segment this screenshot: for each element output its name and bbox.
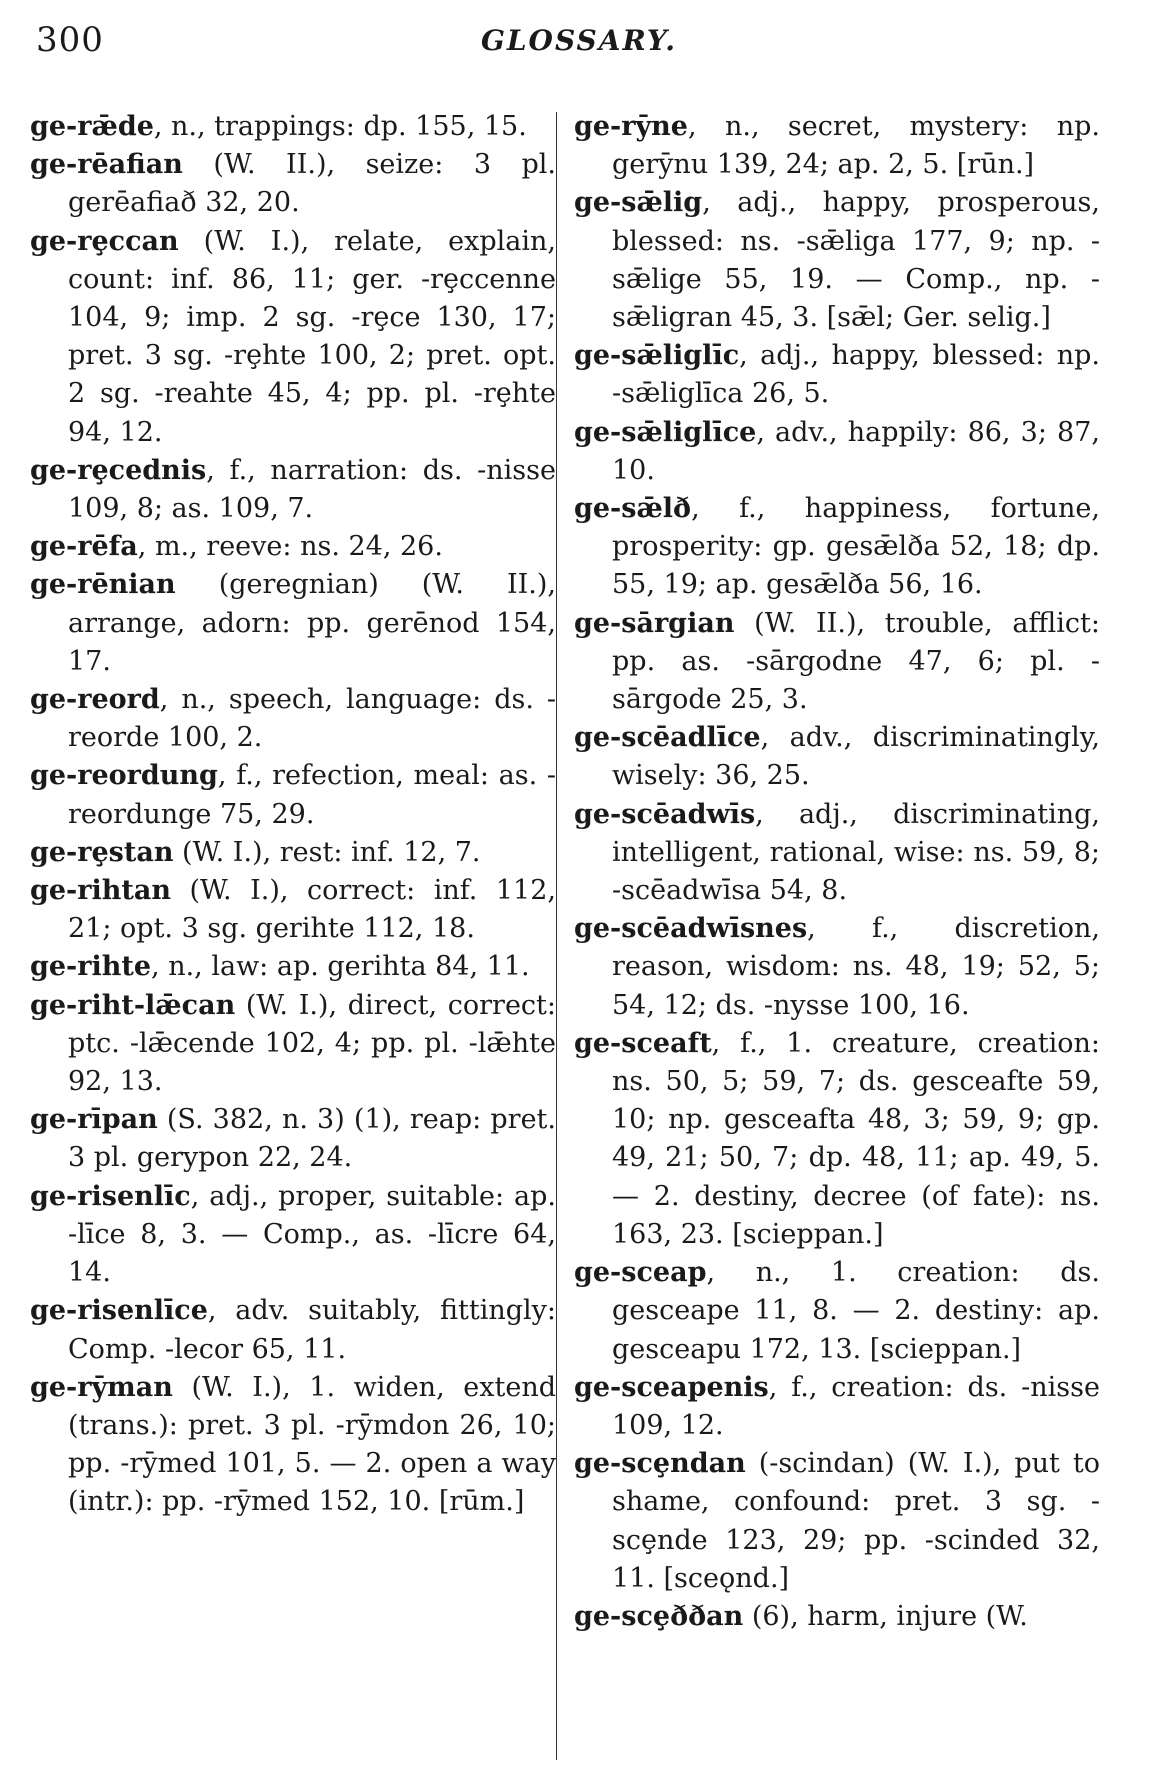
entry-definition: (W. I.), 1. widen, extend (trans.): pret. 3 pl. -rȳmdon 26, 10; pp. -rȳmed 101, 5. — 2. open a way (intr.): pp. -rȳmed 152, 10. [rūm.] (68, 1371, 556, 1518)
glossary-entry (574, 605, 1100, 720)
entry-headword: ge-scēadwīsnes (574, 913, 808, 945)
entry-headword: ge-risenlīce (30, 1295, 208, 1327)
entry-headword: ge-rīpan (30, 1104, 158, 1136)
glossary-entry (30, 948, 556, 986)
running-title: GLOSSARY. (480, 24, 678, 57)
entry-definition: , f., discretion, reason, wisdom: ns. 48, 19; 52, 5; 54, 12; ds. -nysse 100, 16. (612, 913, 1100, 1021)
entry-definition: (W. I.), correct: inf. 112, 21; opt. 3 sg. gerihte 112, 18. (68, 875, 556, 945)
entry-definition: (W. II.), trouble, afflict: pp. as. -sārgodne 47, 6; pl. -sārgode 25, 3. (612, 607, 1100, 716)
entry-definition: (W. I.), relate, explain, count: inf. 86, 11; ger. -rȩccenne 104, 9; imp. 2 sg. -rȩce 130, 17; pret. 3 sg. -rȩhte 100, 2; pret. opt. 2 sg. -reahte 45, 4; pp. pl. -rȩhte 94, 12. (68, 225, 556, 448)
glossary-entry (574, 1445, 1100, 1598)
entry-definition: , adv. suitably, fittingly: Comp. -lecor 65, 11. (68, 1295, 556, 1365)
entry-headword: ge-rȳne (574, 111, 688, 142)
glossary-entry (574, 1369, 1100, 1445)
glossary-entry (30, 108, 556, 146)
entry-headword: ge-sceap (574, 1257, 707, 1289)
entry-definition: , n., law: ap. gerihta 84, 11. (151, 951, 530, 983)
glossary-entry (574, 337, 1100, 413)
entry-definition: , f., creation: ds. -nisse 109, 12. (612, 1371, 1100, 1441)
glossary-entry (30, 1292, 556, 1368)
glossary-entry (574, 910, 1100, 1025)
entry-headword: ge-sceapenis (574, 1371, 769, 1403)
entry-headword: ge-sǣlig (574, 187, 703, 219)
glossary-column-right (574, 108, 1100, 1636)
glossary-entry (30, 1369, 556, 1522)
entry-headword: ge-rȩccan (30, 225, 179, 257)
glossary-entry (574, 414, 1100, 490)
glossary-entry (30, 452, 556, 528)
entry-headword: ge-reord (30, 684, 160, 716)
entry-definition: (S. 382, n. 3) (1), reap: pret. 3 pl. gerypon 22, 24. (68, 1104, 556, 1174)
glossary-entry (30, 528, 556, 566)
entry-definition: (geregnian) (W. II.), arrange, adorn: pp. gerēnod 154, 17. (68, 569, 556, 677)
entry-headword: ge-rēfa (30, 531, 138, 563)
glossary-entry (30, 987, 556, 1102)
entry-headword: ge-sārgian (574, 607, 735, 639)
entry-definition: , f., refection, meal: as. -reordunge 75, 29. (68, 760, 556, 830)
entry-headword: ge-riht-lǣcan (30, 989, 236, 1021)
entry-headword: ge-sǣliglīc (574, 340, 740, 372)
entry-definition: , adv., happily: 86, 3; 87, 10. (612, 416, 1100, 486)
glossary-entry (30, 834, 556, 872)
entry-definition: , adj., happy, blessed: np. -sǣliglīca 26, 5. (612, 340, 1100, 410)
page-number: 300 (36, 20, 104, 60)
glossary-entry (574, 1598, 1100, 1636)
entry-definition: , f., happiness, fortune, prosperity: gp. gesǣlða 52, 18; dp. 55, 19; ap. gesǣlða 56, 16. (612, 493, 1100, 601)
entry-definition: , adj., happy, prosperous, blessed: ns. -sǣliga 177, 9; np. -sǣlige 55, 19. — Comp., np. -sǣligran 45, 3. [sǣl; Ger. selig.] (612, 187, 1100, 334)
glossary-entry (30, 1178, 556, 1293)
glossary-entry (30, 223, 556, 452)
entry-headword: ge-scēadlīce (574, 722, 761, 754)
glossary-entry (574, 1254, 1100, 1369)
entry-definition: , f., narration: ds. -nisse 109, 8; as. 109, 7. (68, 454, 556, 525)
entry-headword: ge-scȩððan (574, 1600, 744, 1632)
entry-definition: , adv., discriminatingly, wisely: 36, 25. (612, 722, 1100, 792)
glossary-entry (574, 719, 1100, 795)
entry-headword: ge-rihtan (30, 875, 171, 907)
glossary-entry (30, 872, 556, 948)
entry-headword: ge-sǣliglīce (574, 416, 757, 448)
entry-headword: ge-rȩcednis (30, 454, 207, 486)
entry-headword: ge-sceaft (574, 1027, 712, 1059)
entry-definition: , f., 1. creature, creation: ns. 50, 5; 59, 7; ds. gesceafte 59, 10; np. gesceafta 48, 3; 59, 9; gp. 49, 21; 50, 7; dp. 48, 11; ap. 49, 5. — 2. destiny, decree (of fate): ns. 163, 23. [scieppan.] (612, 1027, 1100, 1250)
glossary-entry (574, 184, 1100, 337)
entry-headword: ge-rihte (30, 951, 152, 983)
entry-headword: ge-scēadwīs (574, 798, 756, 830)
entry-definition: (-scindan) (W. I.), put to shame, confound: pret. 3 sg. -scȩnde 123, 29; pp. -scinded 32, 11. [sceǫnd.] (612, 1448, 1100, 1594)
glossary-column-left (30, 108, 556, 1522)
entry-definition: , n., 1. creation: ds. gesceape 11, 8. — 2. destiny: ap. gesceapu 172, 13. [scieppan.] (612, 1257, 1100, 1365)
column-divider (556, 112, 557, 1760)
entry-headword: ge-sǣlð (574, 493, 692, 525)
entry-headword: ge-rȳman (30, 1371, 173, 1403)
glossary-entry (30, 1101, 556, 1177)
glossary-entry (30, 146, 556, 222)
glossary-entry (574, 108, 1100, 184)
glossary-entry (30, 681, 556, 757)
entry-definition: , adj., proper, suitable: ap. -līce 8, 3. — Comp., as. -līcre 64, 14. (68, 1180, 556, 1289)
entry-headword: ge-rēnian (30, 569, 176, 601)
glossary-entry (574, 1025, 1100, 1254)
entry-definition: (W. II.), seize: 3 pl. gerēafiað 32, 20. (68, 149, 556, 219)
entry-definition: , m., reeve: ns. 24, 26. (137, 531, 443, 563)
entry-headword: ge-risenlīc (30, 1180, 191, 1212)
entry-definition: , n., trappings: dp. 155, 15. (153, 111, 527, 142)
entry-definition: (W. I.), rest: inf. 12, 7. (173, 836, 481, 868)
entry-definition: , n., secret, mystery: np. gerȳnu 139, 24; ap. 2, 5. [rūn.] (612, 111, 1100, 181)
glossary-entry (30, 757, 556, 833)
entry-headword: ge-rǣde (30, 111, 154, 142)
glossary-entry (574, 796, 1100, 911)
entry-definition: (6), harm, injure (W. (743, 1600, 1028, 1632)
entry-headword: ge-reordung (30, 760, 218, 792)
entry-definition: (W. I.), direct, correct: ptc. -lǣcende 102, 4; pp. pl. -lǣhte 92, 13. (68, 989, 556, 1098)
entry-headword: ge-rȩstan (30, 836, 174, 868)
entry-headword: ge-rēafian (30, 149, 183, 181)
glossary-entry (30, 566, 556, 681)
entry-headword: ge-scȩndan (574, 1448, 746, 1480)
glossary-entry (574, 490, 1100, 605)
entry-definition: , adj., discriminating, intelligent, rational, wise: ns. 59, 8; -scēadwīsa 54, 8. (612, 798, 1100, 907)
entry-definition: , n., speech, language: ds. -reorde 100, 2. (68, 684, 556, 754)
